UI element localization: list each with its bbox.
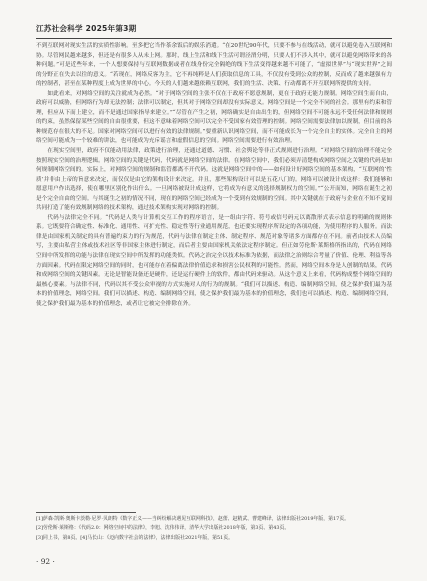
paragraph-1: 不到互联网对现实生活的实质性影响。至多把它当作茶余饭后的娱乐消遣。“在20世纪90年代，只要不参与在线活动，就可以避免卷入互联网和协。尽管网民越来越多，但还是有很多人从未上网。那时，线上生活和线下生活可谓泾渭分明，只要人们不涉入其中，就可以避免网络带来的各种问题。”可是近些年来，一个人想要保持与互联网数据或者在线身份完全隔绝的线下生活变得越来越不可能了，“虚拟世界”与“现实世界”之间的分野正在失去以往的意义。“若现在，网络反客为主，它不再纯粹是人们获取信息的工具，不仅没有受到公众的控制，反而成了越来越强有力的控制者，甚至在某种程度上成为世界的中心。今天的人们越来越依赖互联网，我们的生活、决策、行动都离不开互联网所提供的支持。 bbox=[36, 43, 392, 88]
article-body bbox=[36, 42, 392, 309]
footnote-1: [1]萨森·凯斯·奥斯卡茨勒·尼罗·贝朗特《数字正义——当纠纷解决遇见互联网科技》，赵蕾、赵精武、曹建峰译，法律出版社2019年版，第17页。 bbox=[36, 516, 350, 522]
page-number: · 92 · bbox=[36, 557, 55, 566]
footnote-divider bbox=[36, 512, 136, 513]
paragraph-3: 在现实空间里，政府不仅能动用法律，政策进行治理，还通过道德、习惯、社会舆论等非正式规则进行治理。“对网络空间的治理不能完全按照现实空间的治理逻辑。网络空间的关键是代码，代码就是网络空间的法律。在网络空间中，我们必须弄清楚构成网络空间之关键的代码是如何规制网络空间的。实际上，对网络空间的规制和监管都离不开代码。这就是网络空间中的——如何设计好网络空间的基本架构，“互联网的‘性质’并非由上帝的旨意来决定，而仅仅是由它的架构设计来决定。并且，那些架构设计可以是五花八门的。网络可以被设计成这样：我们能够和愿意用户作出选择，使在哪里区别化作出什么。一旦网络被设计成这样，它将成为有意义的选择规制权力的空间。”“公开而知，网络在诞生之初是个完全自由的空间。与其诞生之初的情况不同，现在的网络空间已经成为一个受到有效规制的空间。其中关键就在于政府与企业在不知不觉间共同打造了能有效规制网络的技术架构，通过技术架构实现对网络的控制。 bbox=[36, 148, 392, 212]
footnote-3: [3]同上书，第8页。[4]马长山：《迈向数字社会的法律》，法律出版社2021年版，第51页。 bbox=[36, 534, 234, 541]
footnote-2: [2]劳伦斯·莱斯格：《代码2.0：网络空间中的法律》，李旭、沈伟伟译，清华大学出版社2018年版，第3页、第43页。 bbox=[36, 525, 290, 532]
paragraph-2: 如此看来，对网络空间的关注就成为必然。“对于网络空间的主张不仅在于政府不愿意规制，更在于政府无能力规制。网络空间生而自由，政府可以威胁，但网络行为却无法控制；法律可以制定，但其对于网络空间却没有实际意义。网络空间是一个完全不同的社会。那里有约束和管理，但应从下而上建立，而不是通过国家指导来建立。”“尽管在产生之初，网络确实是自由出生的，但网络空间不可能永远不受任何法律和规则的约束，虽然保留某些空间的自由很重要，但这不意味着网络空间可以完全不受国家有效管理的控制。网络空间需要法律加以规制，但目前的各种规范存在很大的不足。国家对网络空间可以进行有效的法律规制。”要重新认识网络空间，而不可能成长为一个完全自主的实体。完全自主的网络空间可能成为一个较难的讲法，也可能成为充斥谣言和虚假信息的空间。网络空间需要进行有效治理。 bbox=[36, 90, 392, 145]
running-header: 江苏社会科学 2025年第3期 bbox=[36, 20, 392, 39]
footnotes bbox=[36, 515, 392, 543]
paragraph-4: 代码与法律完全不同。“代码是人类与计算机交互工作的程序语言，是一组由字符、符号或信号码元以离散形式表示信息的明确的规则体系。它既要符合确定性、标准化、通用性、可扩充性、稳定性等行业通用规范，也还要实现程序所设定的各项功能，为使用程序的人服务。而法律是由国家机关制定的具有普遍约束力的行为规范，代码与法律在制定主体、制定程序、规范对象等诸多方面都存在不同。前者由技术人员编写，主要由私营主体或技术社区等非国家主体进行制定，而后者主要由国家机关依法定程序制定。但正如劳伦斯·莱斯格所指出的，代码在网络空间中所发挥的功能与法律在现实空间中所发挥的功能类似。代码之治完全以技术标准为依据，而法律之治则综合考量了价值、伦理、利益等各方面因素。代码在限定网络空间的同时，也可能存在着偏离法律价值追求和损害公民权利的可能性。然而，网络空间本身是人创制的结果，代码和成网络空间的关键因素。无论是智能设备还是硬件，还是运行硬件上的软件，都由代码来驱动。从这个意义上来看，代码构成整个网络空间的最核心要素。与法律不同，代码以其不受公众审视的方式实施对人的行为的规制。“我们可以描述、构造、编制网络空间，使之保护我们最为基本的价值理念，网络空间。我们可以描述、构造、编制网络空间，使之保护我们最为基本的价值理念，我们也可以描述、构造、编制网络空间，使之保护我们最为基本的价值理念，或者让它被完全排除在外。 bbox=[36, 214, 392, 307]
